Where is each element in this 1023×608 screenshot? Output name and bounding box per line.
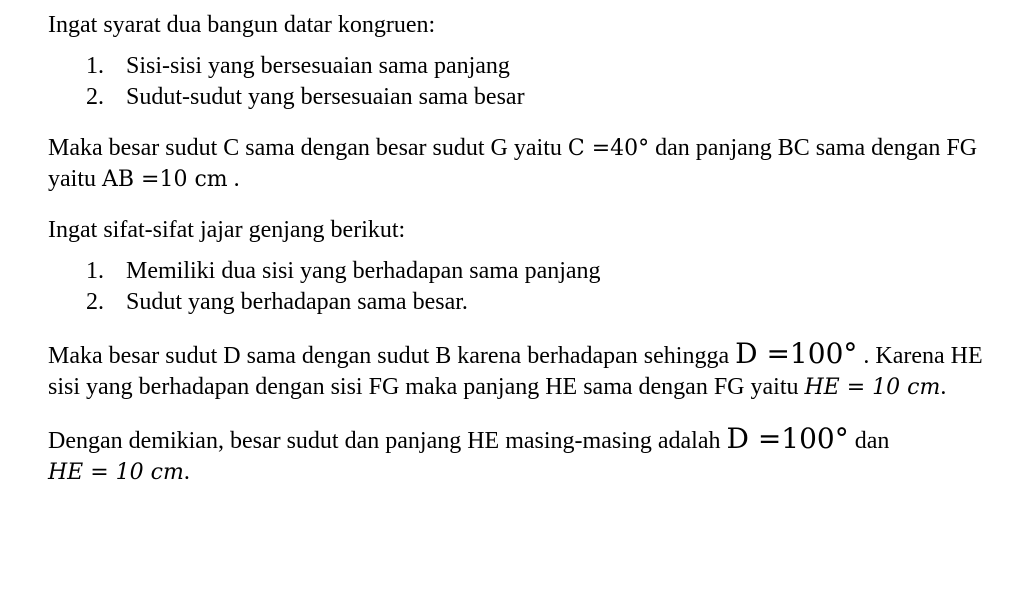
angle-d-equation: D =100° — [735, 337, 858, 370]
list-item — [48, 256, 998, 287]
angle-c-equation: C =40° — [567, 136, 650, 161]
paragraph-text: . Karena HE sisi yang berhadapan dengan sisi FG maka panjang HE sama dengan FG yaitu — [48, 343, 983, 400]
paragraph-text: . — [227, 166, 240, 192]
paragraph-text: dan panjang BC sama dengan FG yaitu — [48, 135, 978, 192]
side-he-equation: HE = 10 cm — [48, 460, 184, 485]
parallelogram-properties-list — [48, 256, 998, 318]
list-item-text: Sudut-sudut yang bersesuaian sama besar — [126, 84, 525, 110]
congruence-intro: Ingat syarat dua bangun datar kongruen: — [48, 12, 436, 38]
paragraph-text: . — [183, 459, 190, 485]
angle-d-paragraph — [48, 338, 998, 403]
document-body — [48, 10, 998, 488]
paragraph-text: . — [940, 374, 947, 400]
paragraph-text: Dengan demikian, besar sudut dan panjang HE masing-masing adalah — [48, 428, 727, 454]
side-ab-equation: AB =10 cm — [102, 167, 228, 192]
parallelogram-intro: Ingat sifat-sifat jajar genjang berikut: — [48, 217, 406, 243]
paragraph-text: dan — [848, 428, 890, 454]
list-item-number: 2. — [86, 289, 104, 315]
list-item-number: 2. — [86, 84, 104, 110]
list-item — [48, 51, 998, 82]
list-item-text: Memiliki dua sisi yang berhadapan sama panjang — [126, 258, 601, 284]
list-item — [48, 287, 998, 318]
list-item-number: 1. — [86, 258, 104, 284]
list-item-number: 1. — [86, 53, 104, 79]
paragraph-text: Maka besar sudut D sama dengan sudut B karena berhadapan sehingga — [48, 343, 736, 369]
conclusion-paragraph — [48, 423, 998, 488]
congruence-conditions-list — [48, 51, 998, 113]
list-item — [48, 82, 998, 113]
list-item-text: Sisi-sisi yang bersesuaian sama panjang — [126, 53, 510, 79]
list-item-text: Sudut yang berhadapan sama besar. — [126, 289, 468, 315]
paragraph-text: Maka besar sudut C sama dengan besar sudut G yaitu — [48, 135, 568, 161]
side-he-equation: HE = 10 cm — [804, 375, 941, 400]
angle-d-equation: D =100° — [726, 422, 849, 455]
angle-c-paragraph — [48, 133, 998, 195]
